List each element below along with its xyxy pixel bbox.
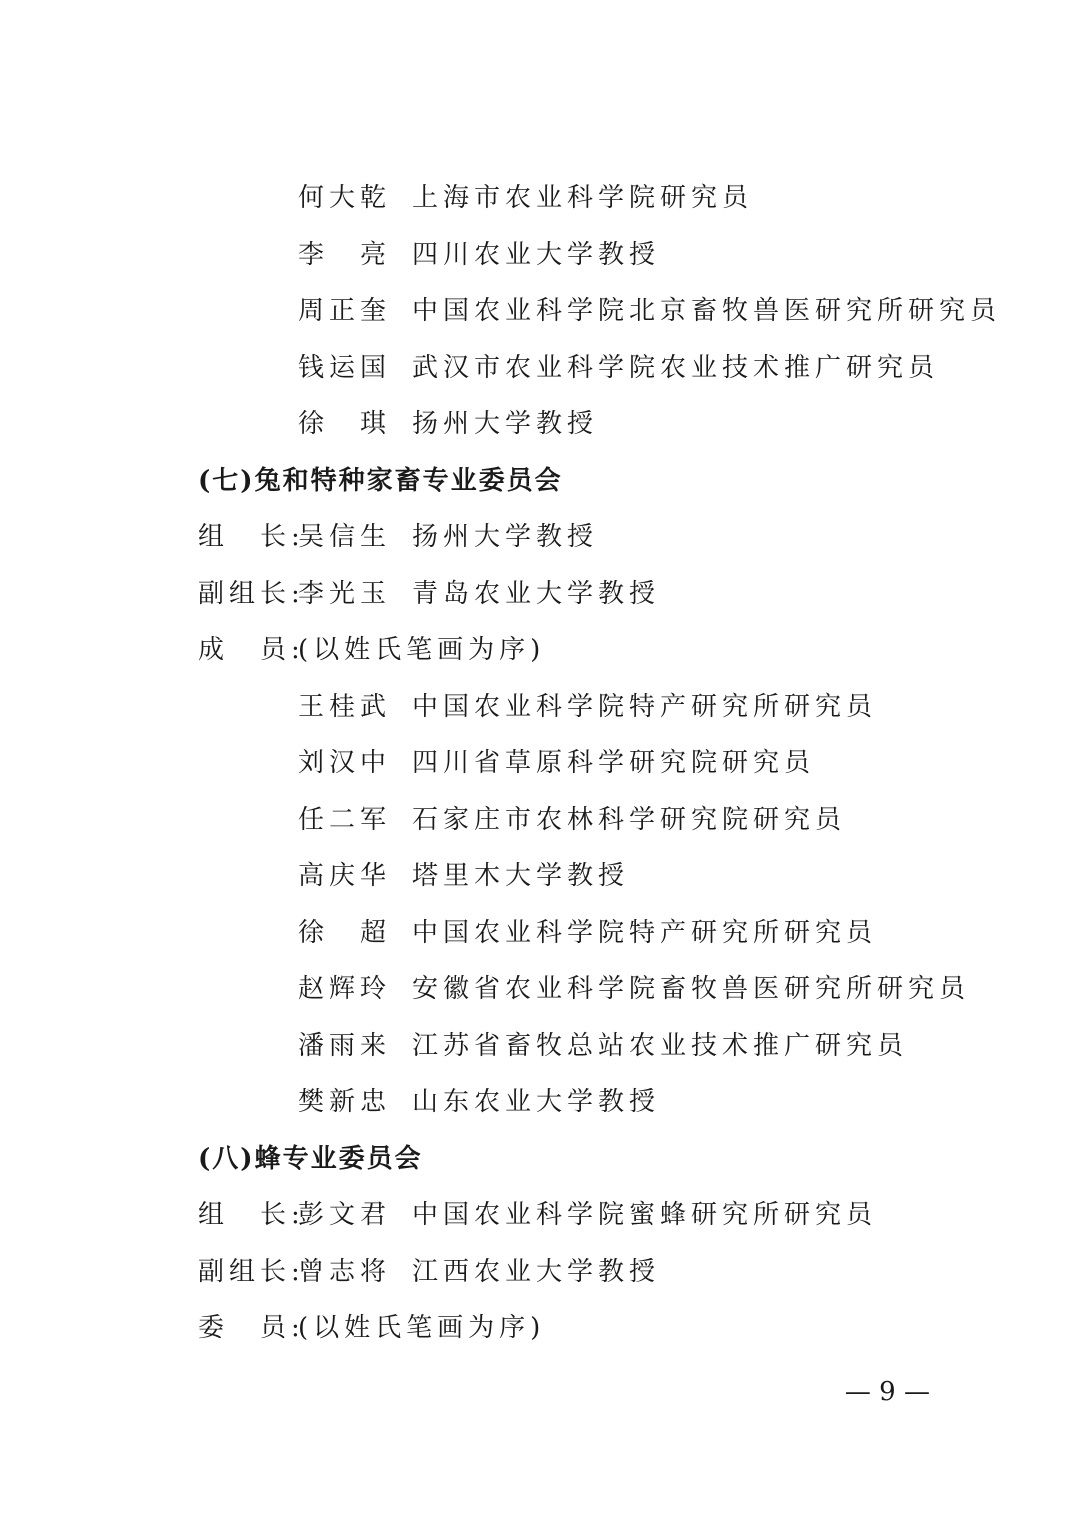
person-name: 刘汉中 xyxy=(298,748,392,778)
person-name: 周正奎 xyxy=(298,296,392,326)
person-name: 何大乾 xyxy=(298,183,392,213)
person-affiliation: 扬州大学教授 xyxy=(412,522,599,552)
committee-heading: (八)蜂专业委员会 xyxy=(198,1144,423,1174)
person-name: 潘雨来 xyxy=(298,1031,392,1061)
person-name: 樊新忠 xyxy=(298,1087,392,1117)
person-affiliation: 扬州大学教授 xyxy=(412,409,599,439)
role-line xyxy=(0,1252,1080,1292)
member-line xyxy=(0,687,1080,727)
role-line xyxy=(0,517,1080,557)
person-name: 李 亮 xyxy=(298,240,392,270)
role-label: 组 长: xyxy=(198,1200,305,1230)
committee-heading: (七)兔和特种家畜专业委员会 xyxy=(198,466,563,496)
person-affiliation: 石家庄市农林科学研究院研究员 xyxy=(412,805,847,835)
member-line xyxy=(0,856,1080,896)
person-name: 徐 琪 xyxy=(298,409,392,439)
role-label: 副组长: xyxy=(198,1257,305,1287)
person-name: 徐 超 xyxy=(298,918,392,948)
role-label: 成 员: xyxy=(198,635,305,665)
member-line xyxy=(0,913,1080,953)
section-heading xyxy=(0,461,1080,501)
member-line xyxy=(0,178,1080,218)
role-label: 副组长: xyxy=(198,579,305,609)
member-line xyxy=(0,348,1080,388)
member-line xyxy=(0,235,1080,275)
person-affiliation: 中国农业科学院北京畜牧兽医研究所研究员 xyxy=(412,296,1002,326)
role-label: 组 长: xyxy=(198,522,305,552)
person-affiliation: 江西农业大学教授 xyxy=(412,1257,661,1287)
section-heading xyxy=(0,1139,1080,1179)
role-line xyxy=(0,630,1080,670)
role-label: 委 员: xyxy=(198,1313,305,1343)
person-affiliation: 中国农业科学院蜜蜂研究所研究员 xyxy=(412,1200,878,1230)
page-number: — 9 — xyxy=(844,1377,930,1407)
role-line xyxy=(0,574,1080,614)
member-line xyxy=(0,969,1080,1009)
person-affiliation: 安徽省农业科学院畜牧兽医研究所研究员 xyxy=(412,974,971,1004)
person-name: (以姓氏笔画为序) xyxy=(298,1313,546,1343)
person-name: 李光玉 xyxy=(298,579,392,609)
member-line xyxy=(0,291,1080,331)
member-line xyxy=(0,1082,1080,1122)
person-affiliation: 中国农业科学院特产研究所研究员 xyxy=(412,918,878,948)
person-name: 任二军 xyxy=(298,805,392,835)
role-line xyxy=(0,1195,1080,1235)
person-name: 曾志将 xyxy=(298,1257,392,1287)
person-affiliation: 武汉市农业科学院农业技术推广研究员 xyxy=(412,353,940,383)
member-line xyxy=(0,800,1080,840)
person-affiliation: 山东农业大学教授 xyxy=(412,1087,661,1117)
person-affiliation: 中国农业科学院特产研究所研究员 xyxy=(412,692,878,722)
person-affiliation: 江苏省畜牧总站农业技术推广研究员 xyxy=(412,1031,909,1061)
person-name: 钱运国 xyxy=(298,353,392,383)
person-affiliation: 上海市农业科学院研究员 xyxy=(412,183,754,213)
person-name: 赵辉玲 xyxy=(298,974,392,1004)
person-affiliation: 四川省草原科学研究院研究员 xyxy=(412,748,816,778)
member-line xyxy=(0,743,1080,783)
person-name: (以姓氏笔画为序) xyxy=(298,635,546,665)
person-affiliation: 塔里木大学教授 xyxy=(412,861,630,891)
person-name: 高庆华 xyxy=(298,861,392,891)
person-affiliation: 四川农业大学教授 xyxy=(412,240,661,270)
person-name: 王桂武 xyxy=(298,692,392,722)
person-affiliation: 青岛农业大学教授 xyxy=(412,579,661,609)
person-name: 吴信生 xyxy=(298,522,392,552)
role-line xyxy=(0,1308,1080,1348)
member-line xyxy=(0,1026,1080,1066)
person-name: 彭文君 xyxy=(298,1200,392,1230)
member-line xyxy=(0,404,1080,444)
